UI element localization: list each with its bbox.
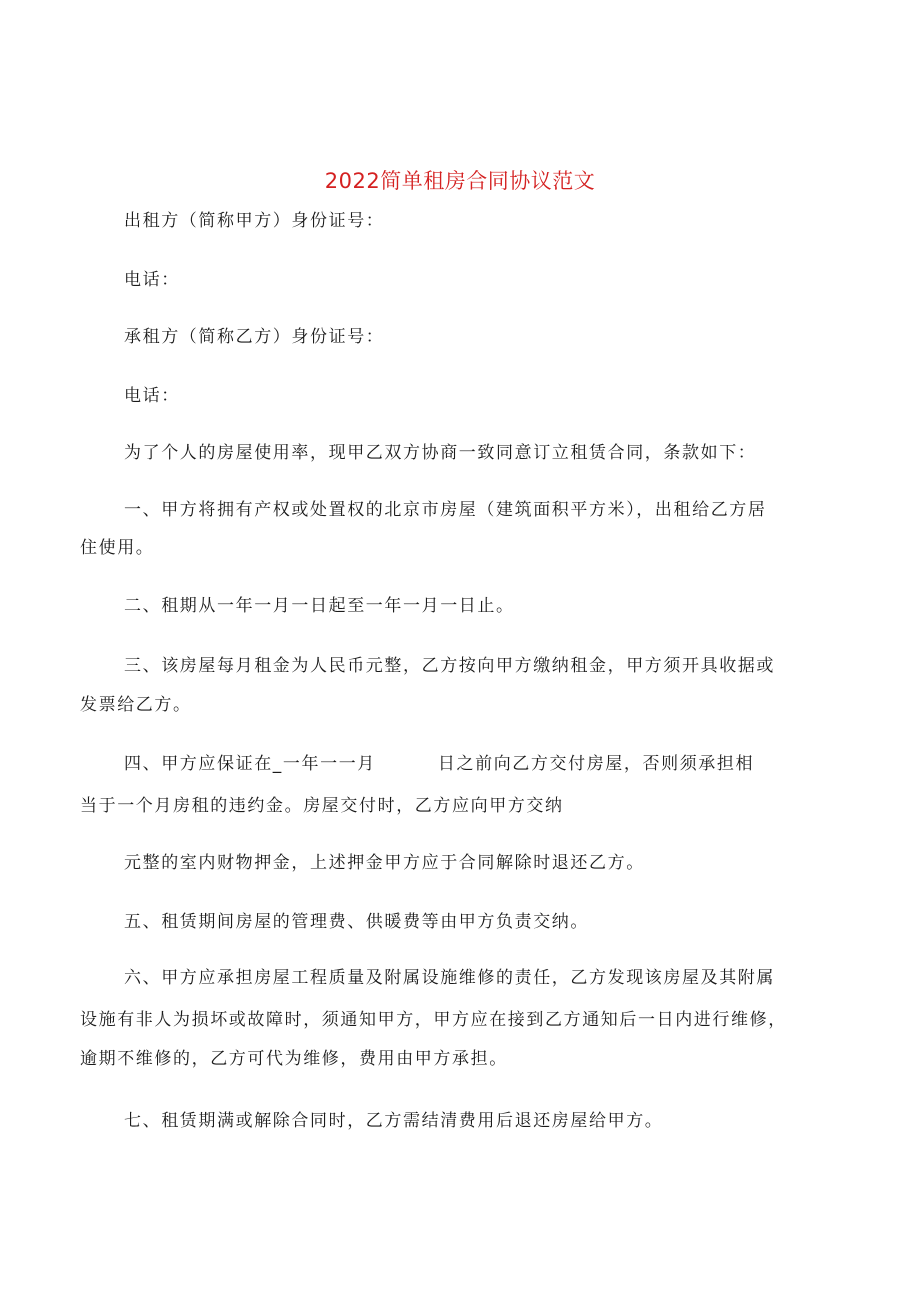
clause4-line1-part-a: 四、甲方应保证在_一年一一月	[124, 754, 376, 774]
clause4-line2: 当于一个月房租的违约金。房屋交付时，乙方应向甲方交纳	[80, 796, 564, 816]
clause3-line1: 三、该房屋每月租金为人民币元整，乙方按向甲方缴纳租金，甲方须开具收据或	[124, 656, 775, 676]
clause1-line2: 住使用。	[80, 538, 155, 558]
lessee-phone-line: 电话：	[124, 386, 180, 406]
lessor-phone-line: 电话：	[124, 270, 180, 290]
clause6-line3: 逾期不维修的，乙方可代为维修，费用由甲方承担。	[80, 1049, 508, 1069]
lessor-id-line: 出租方（简称甲方）身份证号：	[124, 211, 385, 231]
lessee-id-line: 承租方（简称乙方）身份证号：	[124, 327, 385, 347]
clause5-paragraph: 五、租赁期间房屋的管理费、供暖费等由甲方负责交纳。	[124, 912, 589, 932]
clause6-line1: 六、甲方应承担房屋工程质量及附属设施维修的责任，乙方发现该房屋及其附属	[124, 968, 775, 988]
clause1-line1: 一、甲方将拥有产权或处置权的北京市房屋（建筑面积平方米），出租给乙方居	[124, 500, 767, 520]
clause4-line1-part-b: 日之前向乙方交付房屋，否则须承担相	[437, 754, 755, 774]
document-title: 2022简单租房合同协议范文	[324, 169, 596, 193]
clause2-paragraph: 二、租期从一年一月一日起至一年一月一日止。	[124, 596, 515, 616]
clause3-line2: 发票给乙方。	[80, 695, 192, 715]
intro-paragraph: 为了个人的房屋使用率，现甲乙双方协商一致同意订立租赁合同，条款如下：	[124, 443, 757, 463]
clause6-line2: 设施有非人为损坏或故障时，须通知甲方，甲方应在接到乙方通知后一日内进行维修，	[80, 1010, 787, 1030]
clause7-paragraph: 七、租赁期满或解除合同时，乙方需结清费用后退还房屋给甲方。	[124, 1111, 664, 1131]
clause4-line3: 元整的室内财物押金，上述押金甲方应于合同解除时退还乙方。	[124, 853, 645, 873]
clause4-line1	[124, 752, 754, 776]
